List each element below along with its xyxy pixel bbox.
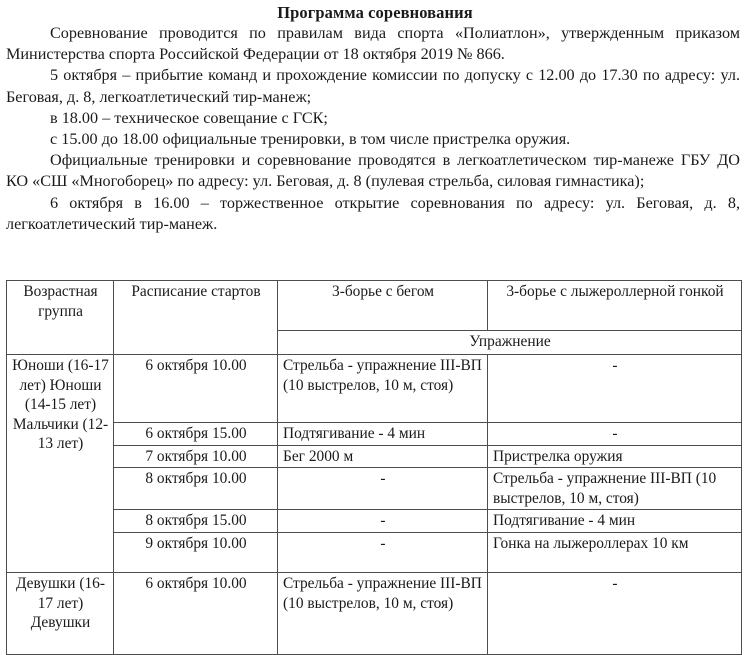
cell-run-exercise: - [278,532,488,572]
cell-schedule: 6 октября 10.00 [114,355,278,423]
document-body [0,23,750,235]
header-schedule: Расписание стартов [114,281,278,355]
cell-ski-exercise: Стрельба - упражнение III-ВП (10 выстрелов, 10 м, стоя) [488,468,742,510]
cell-schedule: 8 октября 15.00 [114,510,278,533]
cell-ski-exercise: Подтягивание - 4 мин [488,510,742,533]
paragraph-1: Соревнование проводится по правилам вида спорта «Полиатлон», утвержденным приказом Министерства спорта Российской Федерации от 18 октября 2019 № 866. [6,24,740,64]
cell-run-exercise: Бег 2000 м [278,445,488,468]
cell-run-exercise: Стрельба - упражнение III-ВП (10 выстрелов, 10 м, стоя) [278,355,488,423]
table-row [7,445,742,468]
header-triathlon-run: 3-борье с бегом [278,281,488,331]
cell-ski-exercise: Гонка на лыжероллерах 10 км [488,532,742,572]
paragraph-3: в 18.00 – техническое совещание с ГСК; [50,108,328,127]
header-triathlon-ski: 3-борье с лыжероллерной гонкой [488,281,742,331]
cell-schedule: 6 октября 10.00 [114,572,278,654]
header-age-group: Возрастная группа [7,281,114,355]
cell-schedule: 9 октября 10.00 [114,532,278,572]
header-exercise: Упражнение [278,331,742,355]
document-page [0,3,750,642]
cell-age-group-girls: Девушки (16-17 лет) Девушки [7,572,114,654]
cell-ski-exercise: Пристрелка оружия [488,445,742,468]
cell-schedule: 7 октября 10.00 [114,445,278,468]
table-row [7,532,742,572]
paragraph-2: 5 октября – прибытие команд и прохождение комиссии по допуску с 12.00 до 17.30 по адресу: ул. Беговая, д. 8, легкоатлетический тир-манеж; [6,66,740,106]
table-row [7,468,742,510]
cell-run-exercise: Стрельба - упражнение III-ВП (10 выстрелов, 10 м, стоя) [278,572,488,654]
paragraph-6: 6 октября в 16.00 – торжественное открытие соревнования по адресу: ул. Беговая, д. 8, легкоатлетический тир-манеж. [6,193,740,233]
table-row [7,510,742,533]
cell-ski-exercise: - [488,355,742,423]
table-row [7,355,742,423]
competition-schedule-table [6,280,742,655]
table-header-row [7,281,742,331]
cell-ski-exercise: - [488,572,742,654]
table-row [7,423,742,446]
cell-run-exercise: - [278,510,488,533]
paragraph-4: с 15.00 до 18.00 официальные тренировки, в том числе пристрелка оружия. [50,130,571,149]
table-row [7,572,742,654]
cell-schedule: 6 октября 15.00 [114,423,278,446]
cell-age-group-youth: Юноши (16-17 лет) Юноши (14-15 лет) Мальчики (12-13 лет) [7,355,114,573]
cell-run-exercise: Подтягивание - 4 мин [278,423,488,446]
cell-run-exercise: - [278,468,488,510]
page-title: Программа соревнования [277,3,473,22]
cell-schedule: 8 октября 10.00 [114,468,278,510]
paragraph-5: Официальные тренировки и соревнование проводятся в легкоатлетическом тир-манеже ГБУ ДО КО «СШ «Многоборец» по адресу: ул. Беговая, д. 8 (пулевая стрельба, силовая гимнастика); [6,151,740,191]
cell-ski-exercise: - [488,423,742,446]
